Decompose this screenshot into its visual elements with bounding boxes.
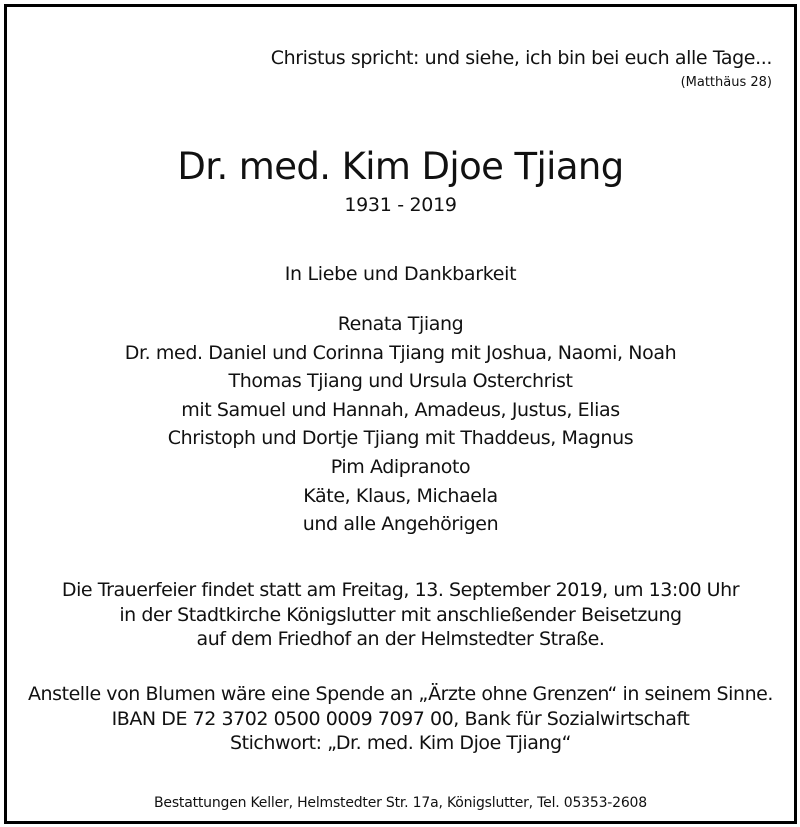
mourner-line: Dr. med. Daniel und Corinna Tjiang mit Joshua, Naomi, Noah (124, 341, 677, 364)
mourner-line: Käte, Klaus, Michaela (303, 484, 498, 507)
deceased-name: Dr. med. Kim Djoe Tjiang (177, 145, 624, 188)
obituary-notice (4, 4, 797, 824)
service-line: auf dem Friedhof an der Helmstedter Straße. (196, 628, 605, 650)
mourners-list (7, 310, 794, 539)
bank-details-line: IBAN DE 72 3702 0500 0009 7097 00, Bank für Sozialwirtschaft (111, 707, 690, 730)
donation-info (7, 682, 794, 756)
donation-keyword-line: Stichwort: „Dr. med. Kim Djoe Tjiang“ (229, 732, 572, 754)
mourner-line: Renata Tjiang (337, 313, 464, 335)
mourner-line: und alle Angehörigen (302, 513, 499, 536)
mourner-line: mit Samuel und Hannah, Amadeus, Justus, Elias (181, 398, 620, 421)
bible-quote: Christus spricht: und siehe, ich bin bei euch alle Tage... (270, 47, 772, 69)
dedication-line: In Liebe und Dankbarkeit (284, 263, 517, 285)
service-line: Die Trauerfeier findet statt am Freitag, 13. September 2019, um 13:00 Uhr (61, 579, 740, 601)
mourner-line: Thomas Tjiang und Ursula Osterchrist (228, 370, 573, 393)
mourner-line: Pim Adipranoto (330, 455, 471, 478)
funeral-home-contact: Bestattungen Keller, Helmstedter Str. 17a, Königslutter, Tel. 05353-2608 (154, 795, 647, 811)
donation-line: Anstelle von Blumen wäre eine Spende an „Ärzte ohne Grenzen“ in seinem Sinne. (27, 683, 774, 705)
funeral-service-info (7, 578, 794, 652)
mourner-line: Christoph und Dortje Tjiang mit Thaddeus, Magnus (167, 427, 634, 450)
service-line: in der Stadtkirche Königslutter mit anschließender Beisetzung (119, 603, 682, 626)
bible-quote-source: (Matthäus 28) (680, 75, 772, 90)
life-years: 1931 - 2019 (344, 194, 457, 216)
